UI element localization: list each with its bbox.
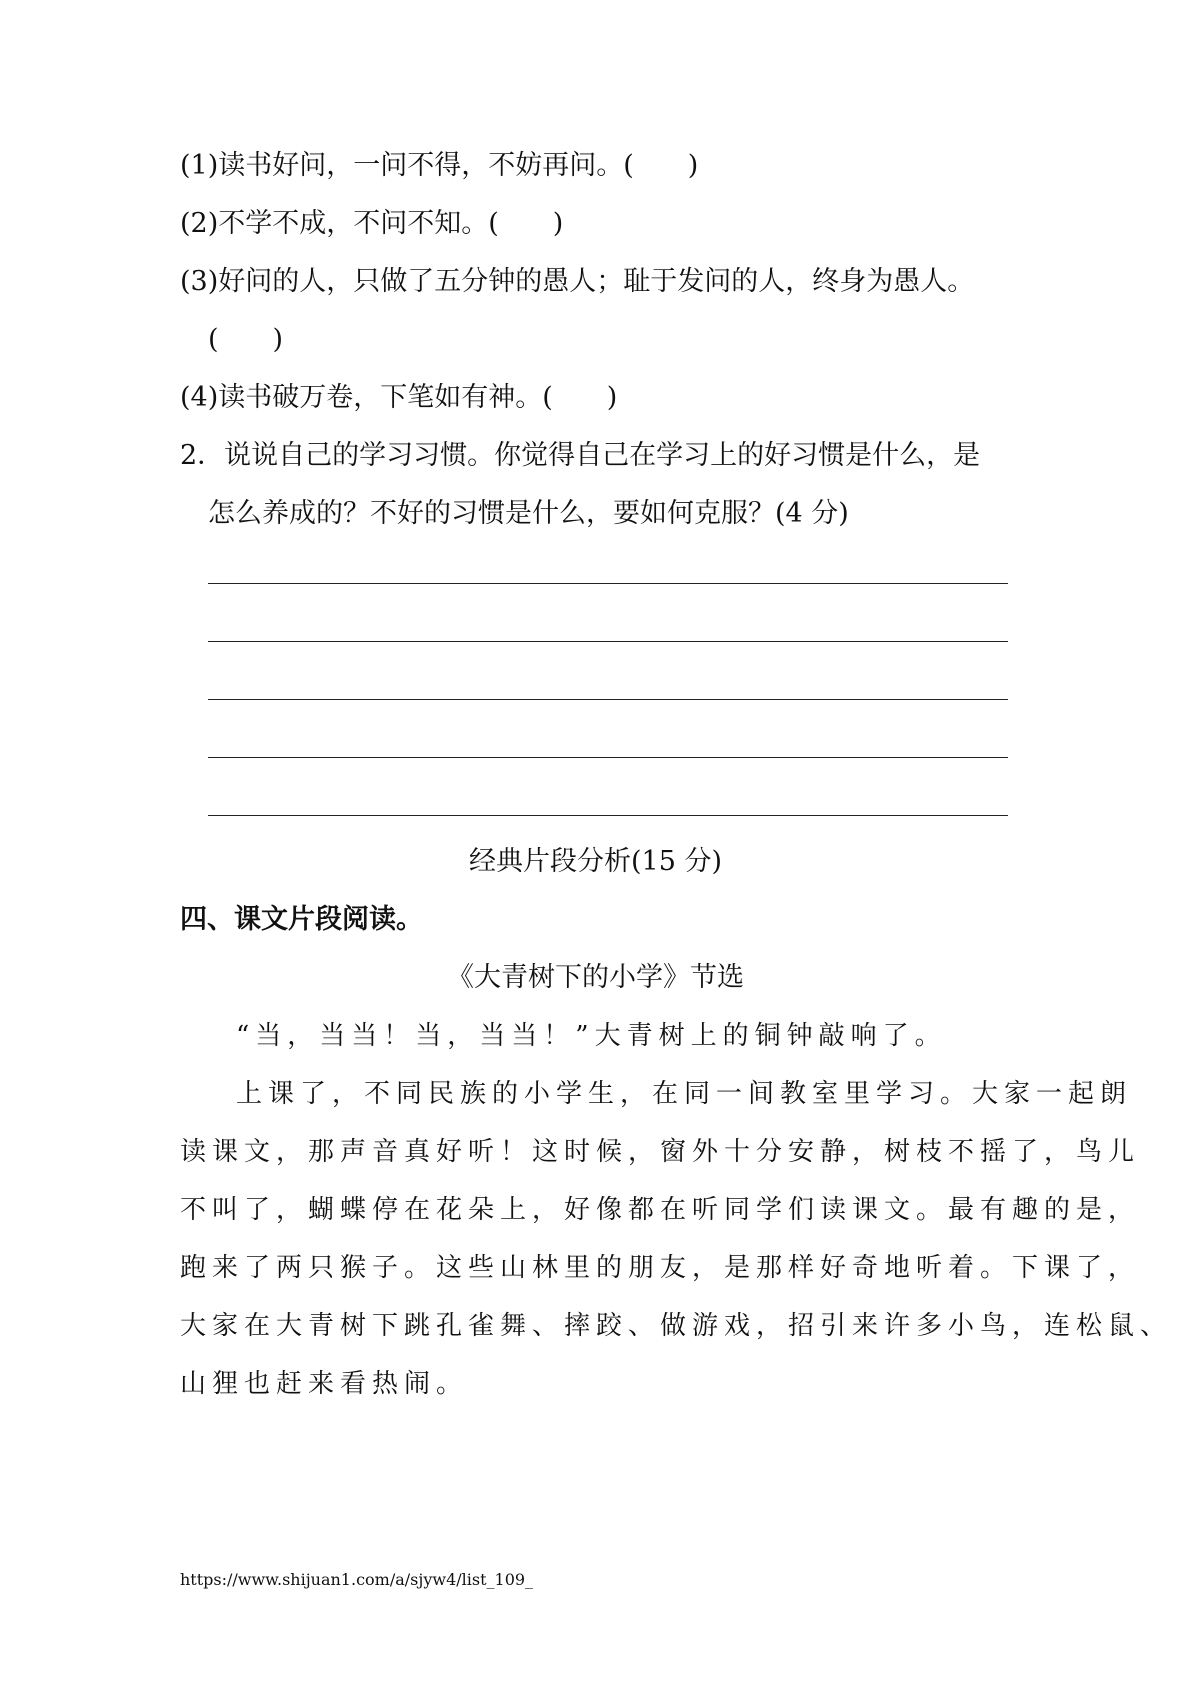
item-3-answer-blank: ( ) bbox=[208, 324, 284, 355]
answer-line[interactable] bbox=[208, 757, 1008, 758]
passage-line: 跑来了两只猴子。这些山林里的朋友，是那样好奇地听着。下课了， bbox=[180, 1253, 1141, 1283]
passage-line: 不叫了，蝴蝶停在花朵上，好像都在听同学们读课文。最有趣的是， bbox=[180, 1195, 1141, 1225]
passage-line: 山狸也赶来看热闹。 bbox=[180, 1369, 469, 1399]
passage-line: “当，当当！当，当当！”大青树上的铜钟敲响了。 bbox=[236, 1021, 947, 1051]
passage-line: 读课文，那声音真好听！这时候，窗外十分安静，树枝不摇了，鸟儿 bbox=[180, 1137, 1141, 1167]
answer-line[interactable] bbox=[208, 583, 1008, 584]
answer-line[interactable] bbox=[208, 815, 1008, 816]
passage-line: 上课了，不同民族的小学生，在同一间教室里学习。大家一起朗 bbox=[236, 1079, 1133, 1109]
section-title: 经典片段分析(15 分) bbox=[468, 846, 722, 877]
passage-title: 《大青树下的小学》节选 bbox=[447, 962, 744, 993]
item-3: (3)好问的人，只做了五分钟的愚人；耻于发问的人，终身为愚人。 bbox=[180, 266, 975, 297]
footer-url[interactable]: https://www.shijuan1.com/a/sjyw4/list_109_ bbox=[180, 1570, 534, 1589]
answer-line[interactable] bbox=[208, 641, 1008, 642]
section-heading: 四、课文片段阅读。 bbox=[180, 904, 423, 935]
question-2-line-2: 怎么养成的？不好的习惯是什么，要如何克服？(4 分) bbox=[208, 498, 849, 529]
passage-line: 大家在大青树下跳孔雀舞、摔跤、做游戏，招引来许多小鸟，连松鼠、 bbox=[180, 1311, 1173, 1341]
item-4: (4)读书破万卷，下笔如有神。( ) bbox=[180, 382, 618, 413]
item-2: (2)不学不成，不问不知。( ) bbox=[180, 208, 564, 239]
question-2-line-1: 2．说说自己的学习习惯。你觉得自己在学习上的好习惯是什么，是 bbox=[180, 440, 981, 471]
item-1: (1)读书好问，一问不得，不妨再问。( ) bbox=[180, 150, 699, 181]
answer-line[interactable] bbox=[208, 699, 1008, 700]
